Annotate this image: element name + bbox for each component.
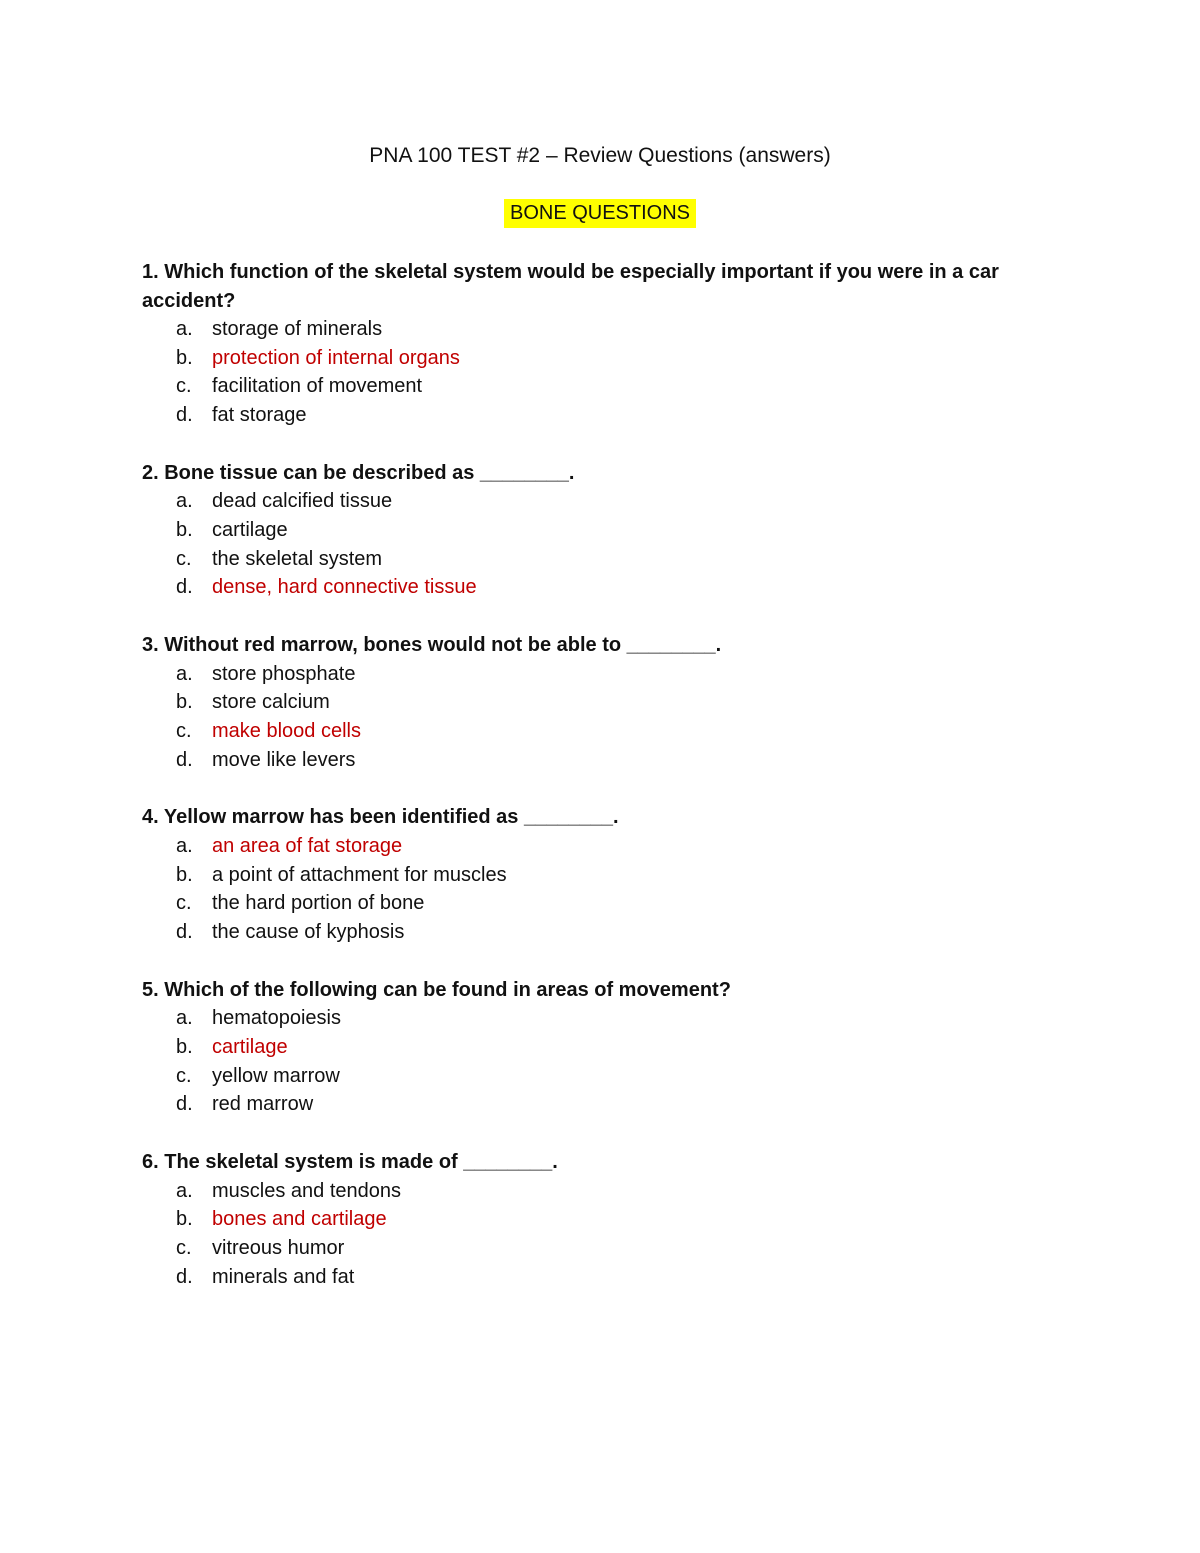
option-text: yellow marrow bbox=[212, 1064, 340, 1087]
question-2 bbox=[142, 459, 1050, 602]
question-text: 1. Which function of the skeletal system would be especially important if you were in a car accident? bbox=[142, 261, 999, 312]
question-1 bbox=[142, 258, 1050, 430]
option-letter: c. bbox=[176, 1064, 192, 1087]
option-item bbox=[176, 573, 1050, 602]
option-item bbox=[176, 1090, 1050, 1119]
section-heading-wrap bbox=[0, 199, 1200, 229]
correct-answer-text: bones and cartilage bbox=[212, 1208, 387, 1231]
option-item bbox=[176, 1177, 1050, 1206]
option-letter: c. bbox=[176, 375, 192, 398]
option-text: minerals and fat bbox=[212, 1265, 355, 1288]
option-item bbox=[176, 1205, 1050, 1234]
option-letter: d. bbox=[176, 1265, 193, 1288]
section-heading: BONE QUESTIONS bbox=[504, 199, 696, 228]
question-text: 6. The skeletal system is made of ________. bbox=[142, 1151, 558, 1174]
option-list bbox=[142, 1004, 1050, 1119]
option-letter: d. bbox=[176, 1093, 193, 1116]
option-item bbox=[176, 861, 1050, 890]
option-text: fat storage bbox=[212, 404, 307, 427]
option-letter: d. bbox=[176, 404, 193, 427]
option-item bbox=[176, 545, 1050, 574]
option-text: muscles and tendons bbox=[212, 1179, 402, 1202]
option-text: move like levers bbox=[212, 748, 356, 771]
option-item bbox=[176, 1234, 1050, 1263]
option-text: storage of minerals bbox=[212, 318, 383, 340]
option-letter: a. bbox=[176, 1007, 193, 1030]
option-text: red marrow bbox=[212, 1093, 314, 1116]
option-letter: b. bbox=[176, 1208, 193, 1231]
option-letter: d. bbox=[176, 921, 193, 944]
question-3 bbox=[142, 631, 1050, 774]
question-4 bbox=[142, 803, 1050, 946]
option-list bbox=[142, 315, 1050, 430]
option-letter: b. bbox=[176, 691, 193, 714]
option-text: facilitation of movement bbox=[212, 375, 423, 398]
option-item bbox=[176, 487, 1050, 516]
page-title: PNA 100 TEST #2 – Review Questions (answers) bbox=[369, 144, 831, 167]
option-item bbox=[176, 516, 1050, 545]
option-text: store phosphate bbox=[212, 662, 356, 685]
option-item bbox=[176, 1062, 1050, 1091]
option-letter: a. bbox=[176, 490, 193, 513]
option-text: the cause of kyphosis bbox=[212, 921, 405, 944]
option-letter: b. bbox=[176, 346, 193, 369]
option-list bbox=[142, 1177, 1050, 1292]
question-text: 5. Which of the following can be found in areas of movement? bbox=[142, 978, 731, 1001]
option-text: dead calcified tissue bbox=[212, 490, 393, 513]
option-text: the skeletal system bbox=[212, 547, 383, 570]
option-letter: a. bbox=[176, 1179, 193, 1202]
option-letter: b. bbox=[176, 1035, 193, 1058]
correct-answer-text: an area of fat storage bbox=[212, 834, 403, 857]
option-item bbox=[176, 688, 1050, 717]
option-letter: c. bbox=[176, 720, 192, 743]
correct-answer-text: make blood cells bbox=[212, 720, 361, 743]
question-text: 4. Yellow marrow has been identified as ________. bbox=[142, 806, 619, 829]
option-item bbox=[176, 660, 1050, 689]
correct-answer-text: dense, hard connective tissue bbox=[212, 576, 477, 599]
option-item bbox=[176, 315, 1050, 344]
question-6 bbox=[142, 1148, 1050, 1291]
option-item bbox=[176, 889, 1050, 918]
option-letter: d. bbox=[176, 576, 193, 599]
option-item bbox=[176, 1263, 1050, 1292]
option-item bbox=[176, 717, 1050, 746]
option-item bbox=[176, 1004, 1050, 1033]
correct-answer-text: cartilage bbox=[212, 1035, 288, 1058]
option-letter: a. bbox=[176, 834, 193, 857]
option-item bbox=[176, 344, 1050, 373]
option-list bbox=[142, 660, 1050, 775]
option-list bbox=[142, 487, 1050, 602]
correct-answer-text: protection of internal organs bbox=[212, 346, 460, 369]
option-letter: a. bbox=[176, 662, 193, 685]
option-item bbox=[176, 1033, 1050, 1062]
option-letter: b. bbox=[176, 519, 193, 542]
option-text: a point of attachment for muscles bbox=[212, 863, 507, 886]
option-item bbox=[176, 918, 1050, 947]
option-item bbox=[176, 401, 1050, 430]
option-letter: c. bbox=[176, 547, 192, 570]
option-item bbox=[176, 746, 1050, 775]
option-letter: a. bbox=[176, 318, 193, 340]
option-letter: d. bbox=[176, 748, 193, 771]
option-text: the hard portion of bone bbox=[212, 892, 425, 915]
option-item bbox=[176, 372, 1050, 401]
option-text: hematopoiesis bbox=[212, 1007, 341, 1030]
question-text: 3. Without red marrow, bones would not be able to ________. bbox=[142, 634, 722, 657]
question-text: 2. Bone tissue can be described as ________. bbox=[142, 461, 575, 484]
option-letter: b. bbox=[176, 863, 193, 886]
option-letter: c. bbox=[176, 1236, 192, 1259]
option-letter: c. bbox=[176, 892, 192, 915]
question-5 bbox=[142, 976, 1050, 1119]
option-text: store calcium bbox=[212, 691, 330, 714]
option-list bbox=[142, 832, 1050, 947]
option-item bbox=[176, 832, 1050, 861]
option-text: cartilage bbox=[212, 519, 288, 542]
option-text: vitreous humor bbox=[212, 1236, 345, 1259]
